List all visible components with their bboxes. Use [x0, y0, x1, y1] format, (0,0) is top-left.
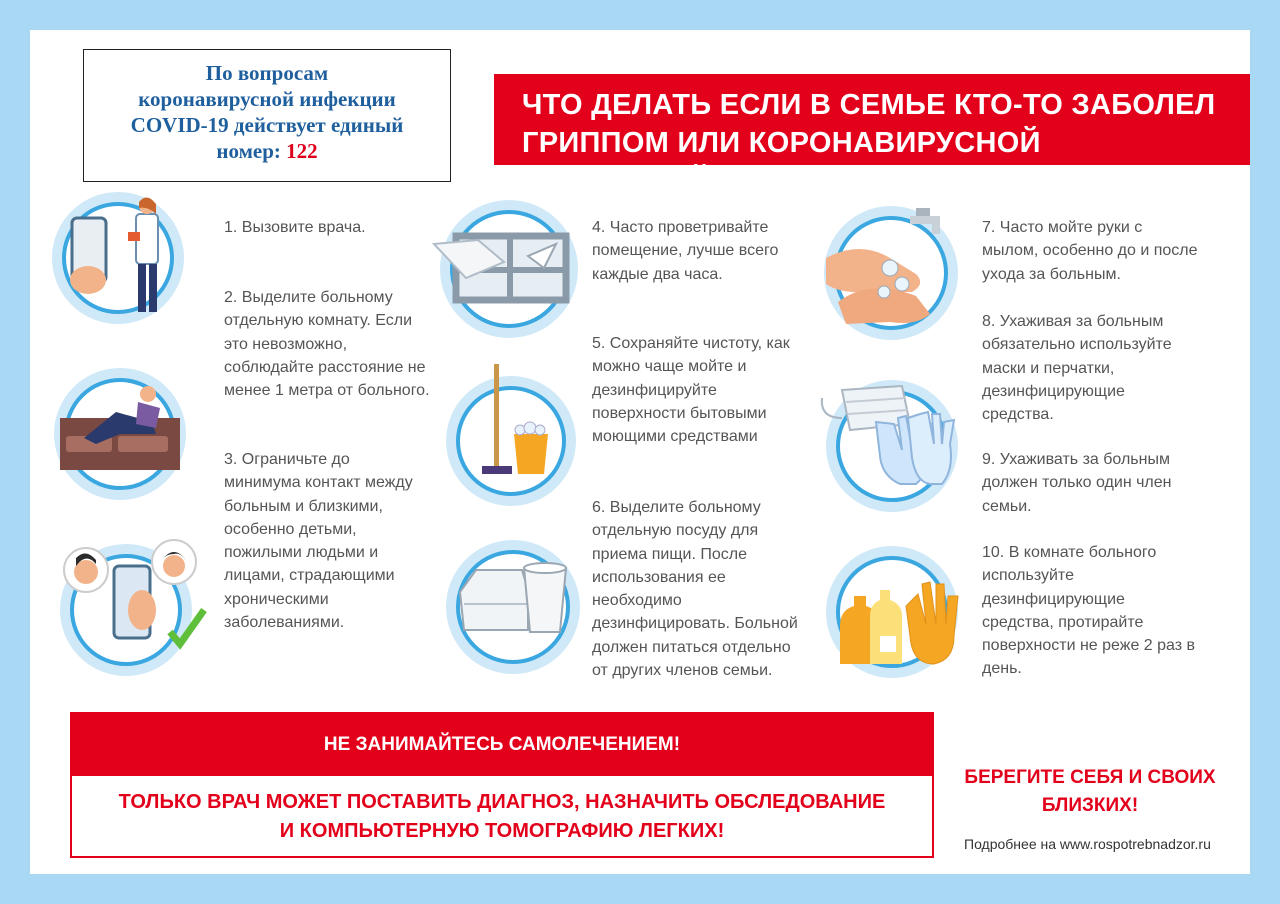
instruction-line: отдельную посуду для	[592, 522, 759, 540]
take-care-line: БЕРЕГИТЕ СЕБЯ И СВОИХ	[964, 767, 1216, 788]
handwash-icon	[820, 204, 950, 330]
warning-line: И КОМПЬЮТЕРНУЮ ТОМОГРАФИЮ ЛЕГКИХ!	[279, 820, 725, 842]
instruction-line: соблюдайте расстояние не	[224, 358, 426, 376]
instruction-line: семьи.	[982, 497, 1032, 515]
mop-bucket-icon	[476, 362, 556, 478]
instruction-1	[224, 216, 366, 239]
disinfectant-icon	[836, 576, 960, 666]
instruction-line: приема пищи. После	[592, 545, 747, 563]
instruction-line: хроническими	[224, 590, 329, 608]
mask-gloves-icon	[820, 378, 956, 488]
instruction-2	[224, 286, 430, 402]
hotline-line: коронавирусной инфекции	[138, 87, 396, 111]
instruction-line: 7. Часто мойте руки с	[982, 219, 1143, 236]
instruction-line: используйте	[982, 567, 1074, 585]
instruction-line: дезинфицирующие	[982, 590, 1125, 608]
instruction-line: 6. Выделите больному	[592, 499, 761, 516]
instruction-line: это невозможно,	[224, 335, 348, 353]
instruction-9	[982, 448, 1172, 518]
video-call-icon	[62, 538, 212, 668]
instruction-line: дезинфицирующие	[982, 382, 1125, 400]
instruction-6	[592, 496, 798, 682]
instruction-line: должен питаться отдельно	[592, 638, 791, 656]
instruction-line: лицами, страдающими	[224, 567, 395, 585]
instruction-line: 5. Сохраняйте чистоту, как	[592, 335, 790, 352]
instruction-line: пожилыми людьми и	[224, 544, 379, 562]
dishes-icon	[458, 556, 576, 652]
instruction-line: день.	[982, 660, 1022, 678]
instruction-line: дезинфицируйте	[592, 381, 717, 399]
instruction-line: маски и перчатки,	[982, 359, 1115, 377]
self-treatment-warning	[70, 712, 934, 858]
instruction-line: помещение, лучше всего	[592, 242, 779, 260]
instruction-7	[982, 216, 1198, 286]
hotline-number: 122	[286, 139, 318, 163]
instruction-line: поверхности бытовыми	[592, 404, 767, 422]
more-info-link: Подробнее на www.rospotrebnadzor.ru	[964, 836, 1211, 852]
instruction-line: больным и близкими,	[224, 497, 383, 515]
instruction-line: использования ее	[592, 568, 726, 586]
instruction-5	[592, 332, 790, 448]
instruction-line: 10. В комнате больного	[982, 544, 1157, 561]
instruction-line: 9. Ухаживать за больным	[982, 451, 1170, 468]
warning-body	[72, 788, 932, 846]
warning-heading: НЕ ЗАНИМАЙТЕСЬ САМОЛЕЧЕНИЕМ!	[72, 714, 932, 776]
title-banner	[494, 74, 1250, 197]
instruction-10	[982, 541, 1195, 681]
instruction-line: моющими средствами	[592, 428, 758, 446]
take-care-line: БЛИЗКИХ!	[1041, 795, 1139, 816]
instruction-8	[982, 310, 1172, 426]
instruction-3	[224, 448, 413, 634]
hotline-line: По вопросам	[205, 61, 329, 85]
instruction-line: должен только один член	[982, 474, 1172, 492]
open-window-icon	[432, 222, 578, 314]
instruction-line: ухода за больным.	[982, 265, 1121, 283]
instruction-line: особенно детьми,	[224, 520, 357, 538]
hotline-line	[84, 138, 450, 164]
warning-line: ТОЛЬКО ВРАЧ МОЖЕТ ПОСТАВИТЬ ДИАГНОЗ, НАЗНАЧИТЬ ОБСЛЕДОВАНИЕ	[118, 791, 886, 813]
instruction-line: мылом, особенно до и после	[982, 242, 1198, 260]
instruction-line: можно чаще мойте и	[592, 358, 747, 376]
hotline-box	[83, 49, 451, 182]
instruction-line: отдельную комнату. Если	[224, 312, 413, 330]
instruction-line: средства, протирайте	[982, 613, 1144, 631]
instruction-line: 8. Ухаживая за больным	[982, 313, 1164, 330]
instruction-line: 4. Часто проветривайте	[592, 219, 769, 236]
title-line: ГРИППОМ ИЛИ КОРОНАВИРУСНОЙ ИНФЕКЦИЕЙ?	[522, 127, 1041, 197]
instruction-line: необходимо	[592, 592, 682, 610]
sofa-patient-icon	[56, 382, 186, 474]
hotline-number-label: номер:	[216, 139, 287, 163]
instruction-line: дезинфицировать. Больной	[592, 615, 798, 633]
title-line: ЧТО ДЕЛАТЬ ЕСЛИ В СЕМЬЕ КТО-ТО ЗАБОЛЕЛ	[522, 89, 1216, 121]
doctor-phone-icon	[60, 192, 170, 322]
instruction-4	[592, 216, 778, 286]
instruction-line: 1. Вызовите врача.	[224, 219, 366, 236]
instruction-line: 2. Выделите больному	[224, 289, 393, 306]
instruction-line: средства.	[982, 406, 1054, 424]
instruction-line: менее 1 метра от больного.	[224, 382, 430, 400]
instruction-line: 3. Ограничьте до	[224, 451, 350, 468]
instruction-line: заболеваниями.	[224, 614, 345, 632]
instruction-line: минимума контакт между	[224, 474, 413, 492]
take-care-message	[950, 764, 1230, 820]
instruction-line: обязательно используйте	[982, 336, 1172, 354]
hotline-line: COVID-19 действует единый	[130, 113, 404, 137]
instruction-line: каждые два часа.	[592, 265, 723, 283]
instruction-line: от других членов семьи.	[592, 662, 773, 680]
instruction-line: поверхности не реже 2 раз в	[982, 637, 1196, 655]
